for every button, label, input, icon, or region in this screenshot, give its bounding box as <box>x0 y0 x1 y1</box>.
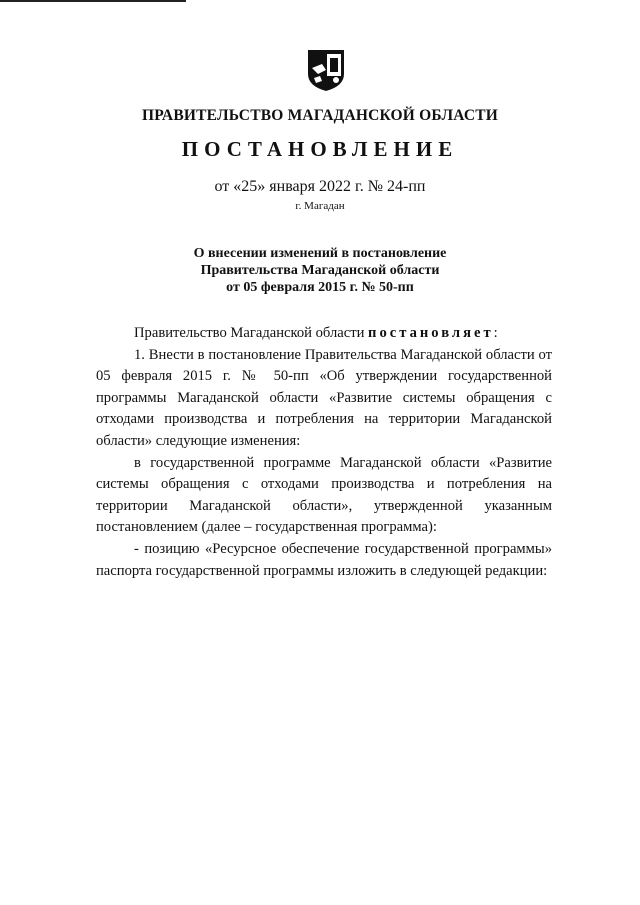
subject-line-1: О внесении изменений в постановление <box>193 246 447 261</box>
scan-edge-line <box>0 0 186 2</box>
document-type-title: ПОСТАНОВЛЕНИЕ <box>181 137 459 161</box>
intro-paragraph <box>96 323 552 345</box>
magadan-coat-of-arms-icon <box>304 48 348 92</box>
document-city: г. Магадан <box>295 200 345 212</box>
paragraph-1: 1. Внести в постановление Правительства Магаданской области от 05 февраля 2015 г. № 50-пп «Об утверждении государственной программы Магаданской области «Развитие системы обращения с отходами производства и потребления на территории Магаданской области» следующие изменения: <box>96 346 552 449</box>
document-body <box>96 323 552 582</box>
intro-colon: : <box>493 325 498 341</box>
subject-line-3: от 05 февраля 2015 г. № 50-пп <box>226 280 414 295</box>
intro-text: Правительство Магаданской области <box>134 325 369 341</box>
paragraph-2: в государственной программе Магаданской области «Развитие системы обращения с отходами производства и потребления на территории Магаданской области», утвержденной указанным постановлением (далее – государственная программа): <box>96 454 552 536</box>
document-subject <box>0 245 640 296</box>
document-date-number: от «25» января 2022 г. № 24-пп <box>214 178 426 195</box>
paragraph-3: - позицию «Ресурсное обеспечение государственной программы» паспорта государственной программы изложить в следующей редакции: <box>96 540 552 579</box>
intro-keyword: постановляет <box>368 325 494 341</box>
subject-line-2: Правительства Магаданской области <box>200 263 440 278</box>
government-title: ПРАВИТЕЛЬСТВО МАГАДАНСКОЙ ОБЛАСТИ <box>141 107 499 124</box>
